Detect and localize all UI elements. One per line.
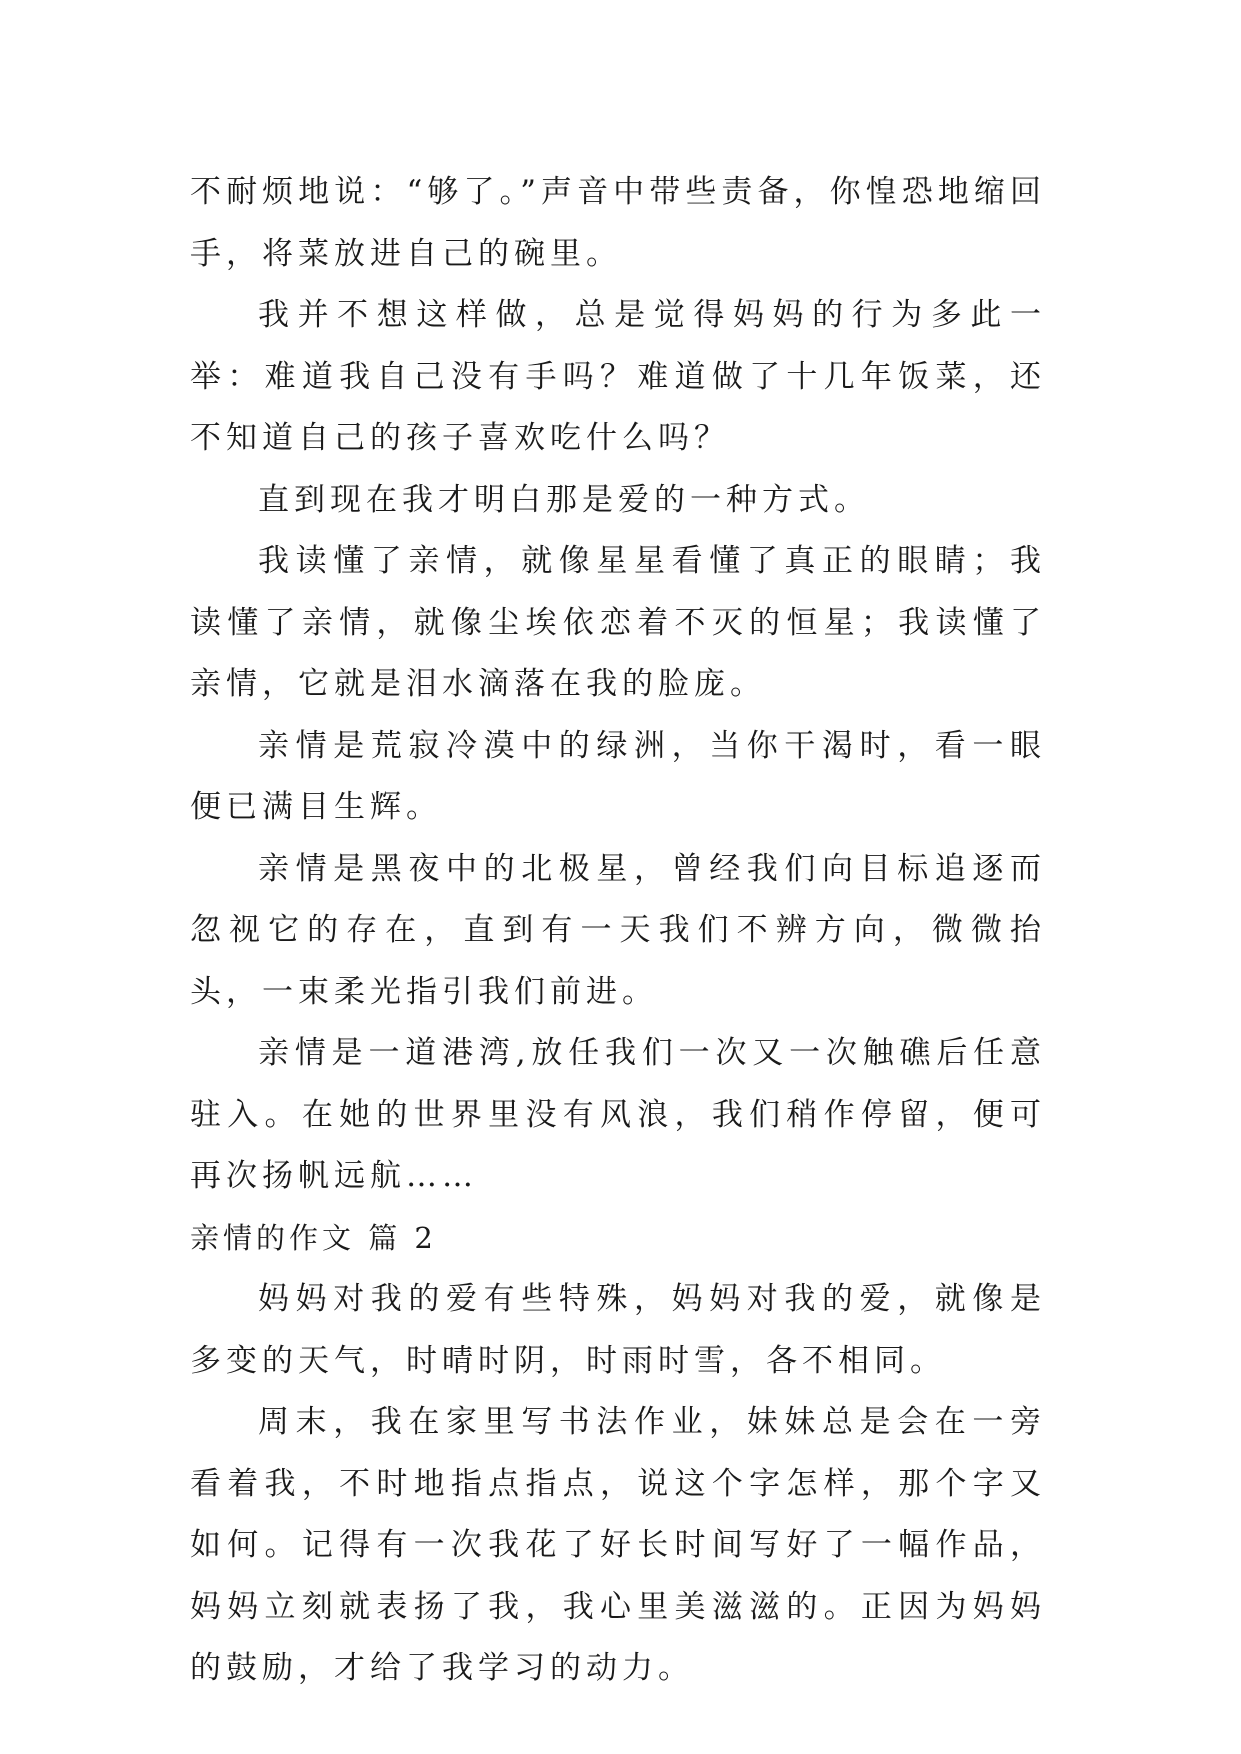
- paragraph: 亲情是黑夜中的北极星，曾经我们向目标追逐而忽视它的存在，直到有一天我们不辨方向，微微抬头，一束柔光指引我们前进。: [190, 850, 1046, 1010]
- paragraph: 直到现在我才明白那是爱的一种方式。: [258, 481, 870, 518]
- paragraph: 周末，我在家里写书法作业，妹妹总是会在一旁看着我，不时地指点指点，说这个字怎样，那个字又如何。记得有一次我花了好长时间写好了一幅作品，妈妈立刻就表扬了我，我心里美滋滋的。正因为妈妈的鼓励，才给了我学习的动力。: [190, 1404, 1046, 1686]
- paragraph: 我并不想这样做，总是觉得妈妈的行为多此一举：难道我自己没有手吗？难道做了十几年饭菜，还不知道自己的孩子喜欢吃什么吗？: [190, 297, 1046, 456]
- section-heading: 亲情的作文 篇 2: [190, 1220, 437, 1255]
- paragraph: 我读懂了亲情，就像星星看懂了真正的眼睛；我读懂了亲情，就像尘埃依恋着不灭的恒星；我读懂了亲情，它就是泪水滴落在我的脸庞。: [190, 543, 1046, 702]
- paragraph: 亲情是荒寂冷漠中的绿洲，当你干渴时，看一眼便已满目生辉。: [190, 727, 1046, 825]
- paragraph: 妈妈对我的爱有些特殊，妈妈对我的爱，就像是多变的天气，时晴时阴，时雨时雪，各不相同。: [190, 1281, 1046, 1379]
- document-body: [190, 162, 1046, 1700]
- paragraph: 不耐烦地说：“够了。”声音中带些责备，你惶恐地缩回手，将菜放进自己的碗里。: [190, 174, 1046, 272]
- paragraph: 亲情是一道港湾,放任我们一次又一次触礁后任意驻入。在她的世界里没有风浪，我们稍作停留，便可再次扬帆远航……: [190, 1035, 1046, 1194]
